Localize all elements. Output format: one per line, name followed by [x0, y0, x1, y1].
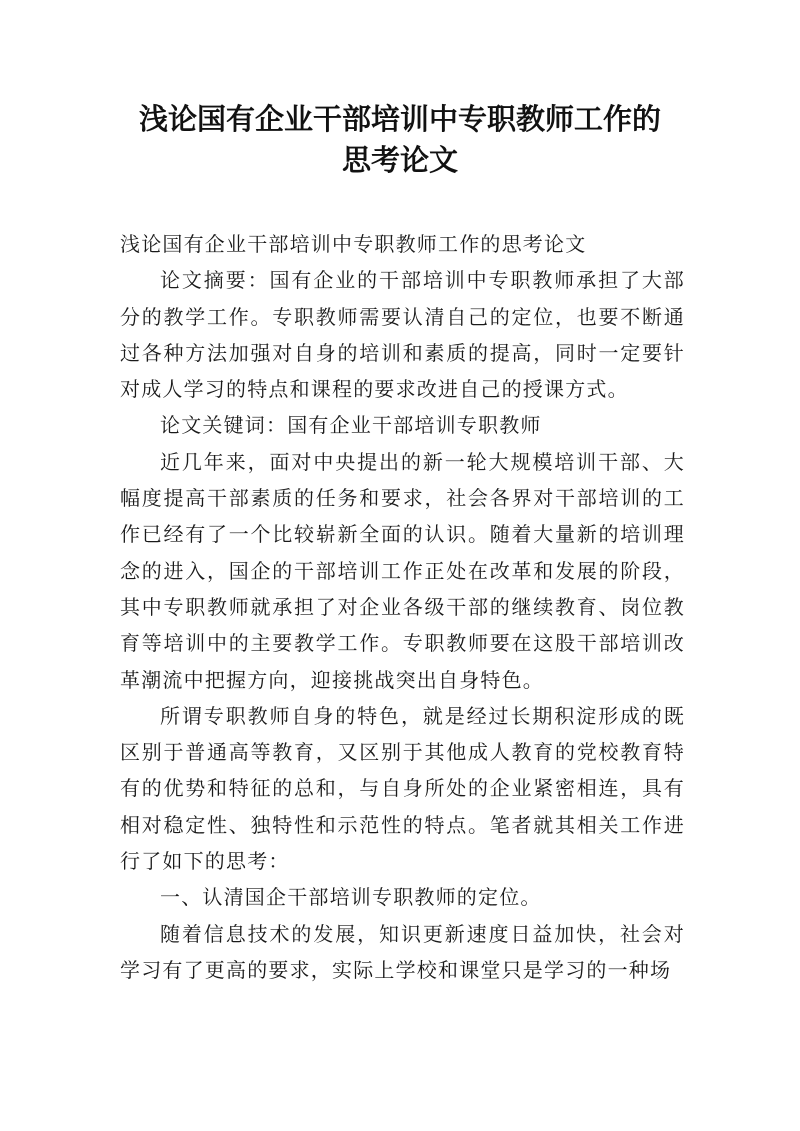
section-heading: 一、认清国企干部培训专职教师的定位。	[160, 885, 542, 910]
document-body	[120, 226, 685, 988]
body-paragraph: 近几年来，面对中央提出的新一轮大规模培训干部、大幅度提高干部素质的任务和要求，社会各界对干部培训的工作已经有了一个比较崭新全面的认识。随着大量新的培训理念的进入，国企的干部培训工作正处在改革和发展的阶段，其中专职教师就承担了对企业各级干部的继续教育、岗位教育等培训中的主要教学工作。专职教师要在这股干部培训改革潮流中把握方向，迎接挑战突出自身特色。	[120, 449, 685, 692]
document-title-line-1: 浅论国有企业干部培训中专职教师工作的	[138, 102, 661, 136]
document-title-line-2: 思考论文	[341, 143, 458, 177]
body-paragraph: 随着信息技术的发展，知识更新速度日益加快，社会对学习有了更高的要求，实际上学校和课堂只是学习的一种场	[120, 921, 685, 982]
body-heading-paragraph: 浅论国有企业干部培训中专职教师工作的思考论文	[120, 232, 587, 256]
abstract-paragraph: 论文摘要：国有企业的干部培训中专职教师承担了大部分的教学工作。专职教师需要认清自己的定位，也要不断通过各种方法加强对自身的培训和素质的提高，同时一定要针对成人学习的特点和课程的要求改进自己的授课方式。	[120, 268, 685, 402]
body-paragraph: 所谓专职教师自身的特色，就是经过长期积淀形成的既区别于普通高等教育，又区别于其他成人教育的党校教育特有的优势和特征的总和，与自身所处的企业紧密相连，具有相对稳定性、独特性和示范性的特点。笔者就其相关工作进行了如下的思考：	[120, 703, 685, 874]
keywords-paragraph: 论文关键词：国有企业干部培训专职教师	[160, 413, 542, 438]
